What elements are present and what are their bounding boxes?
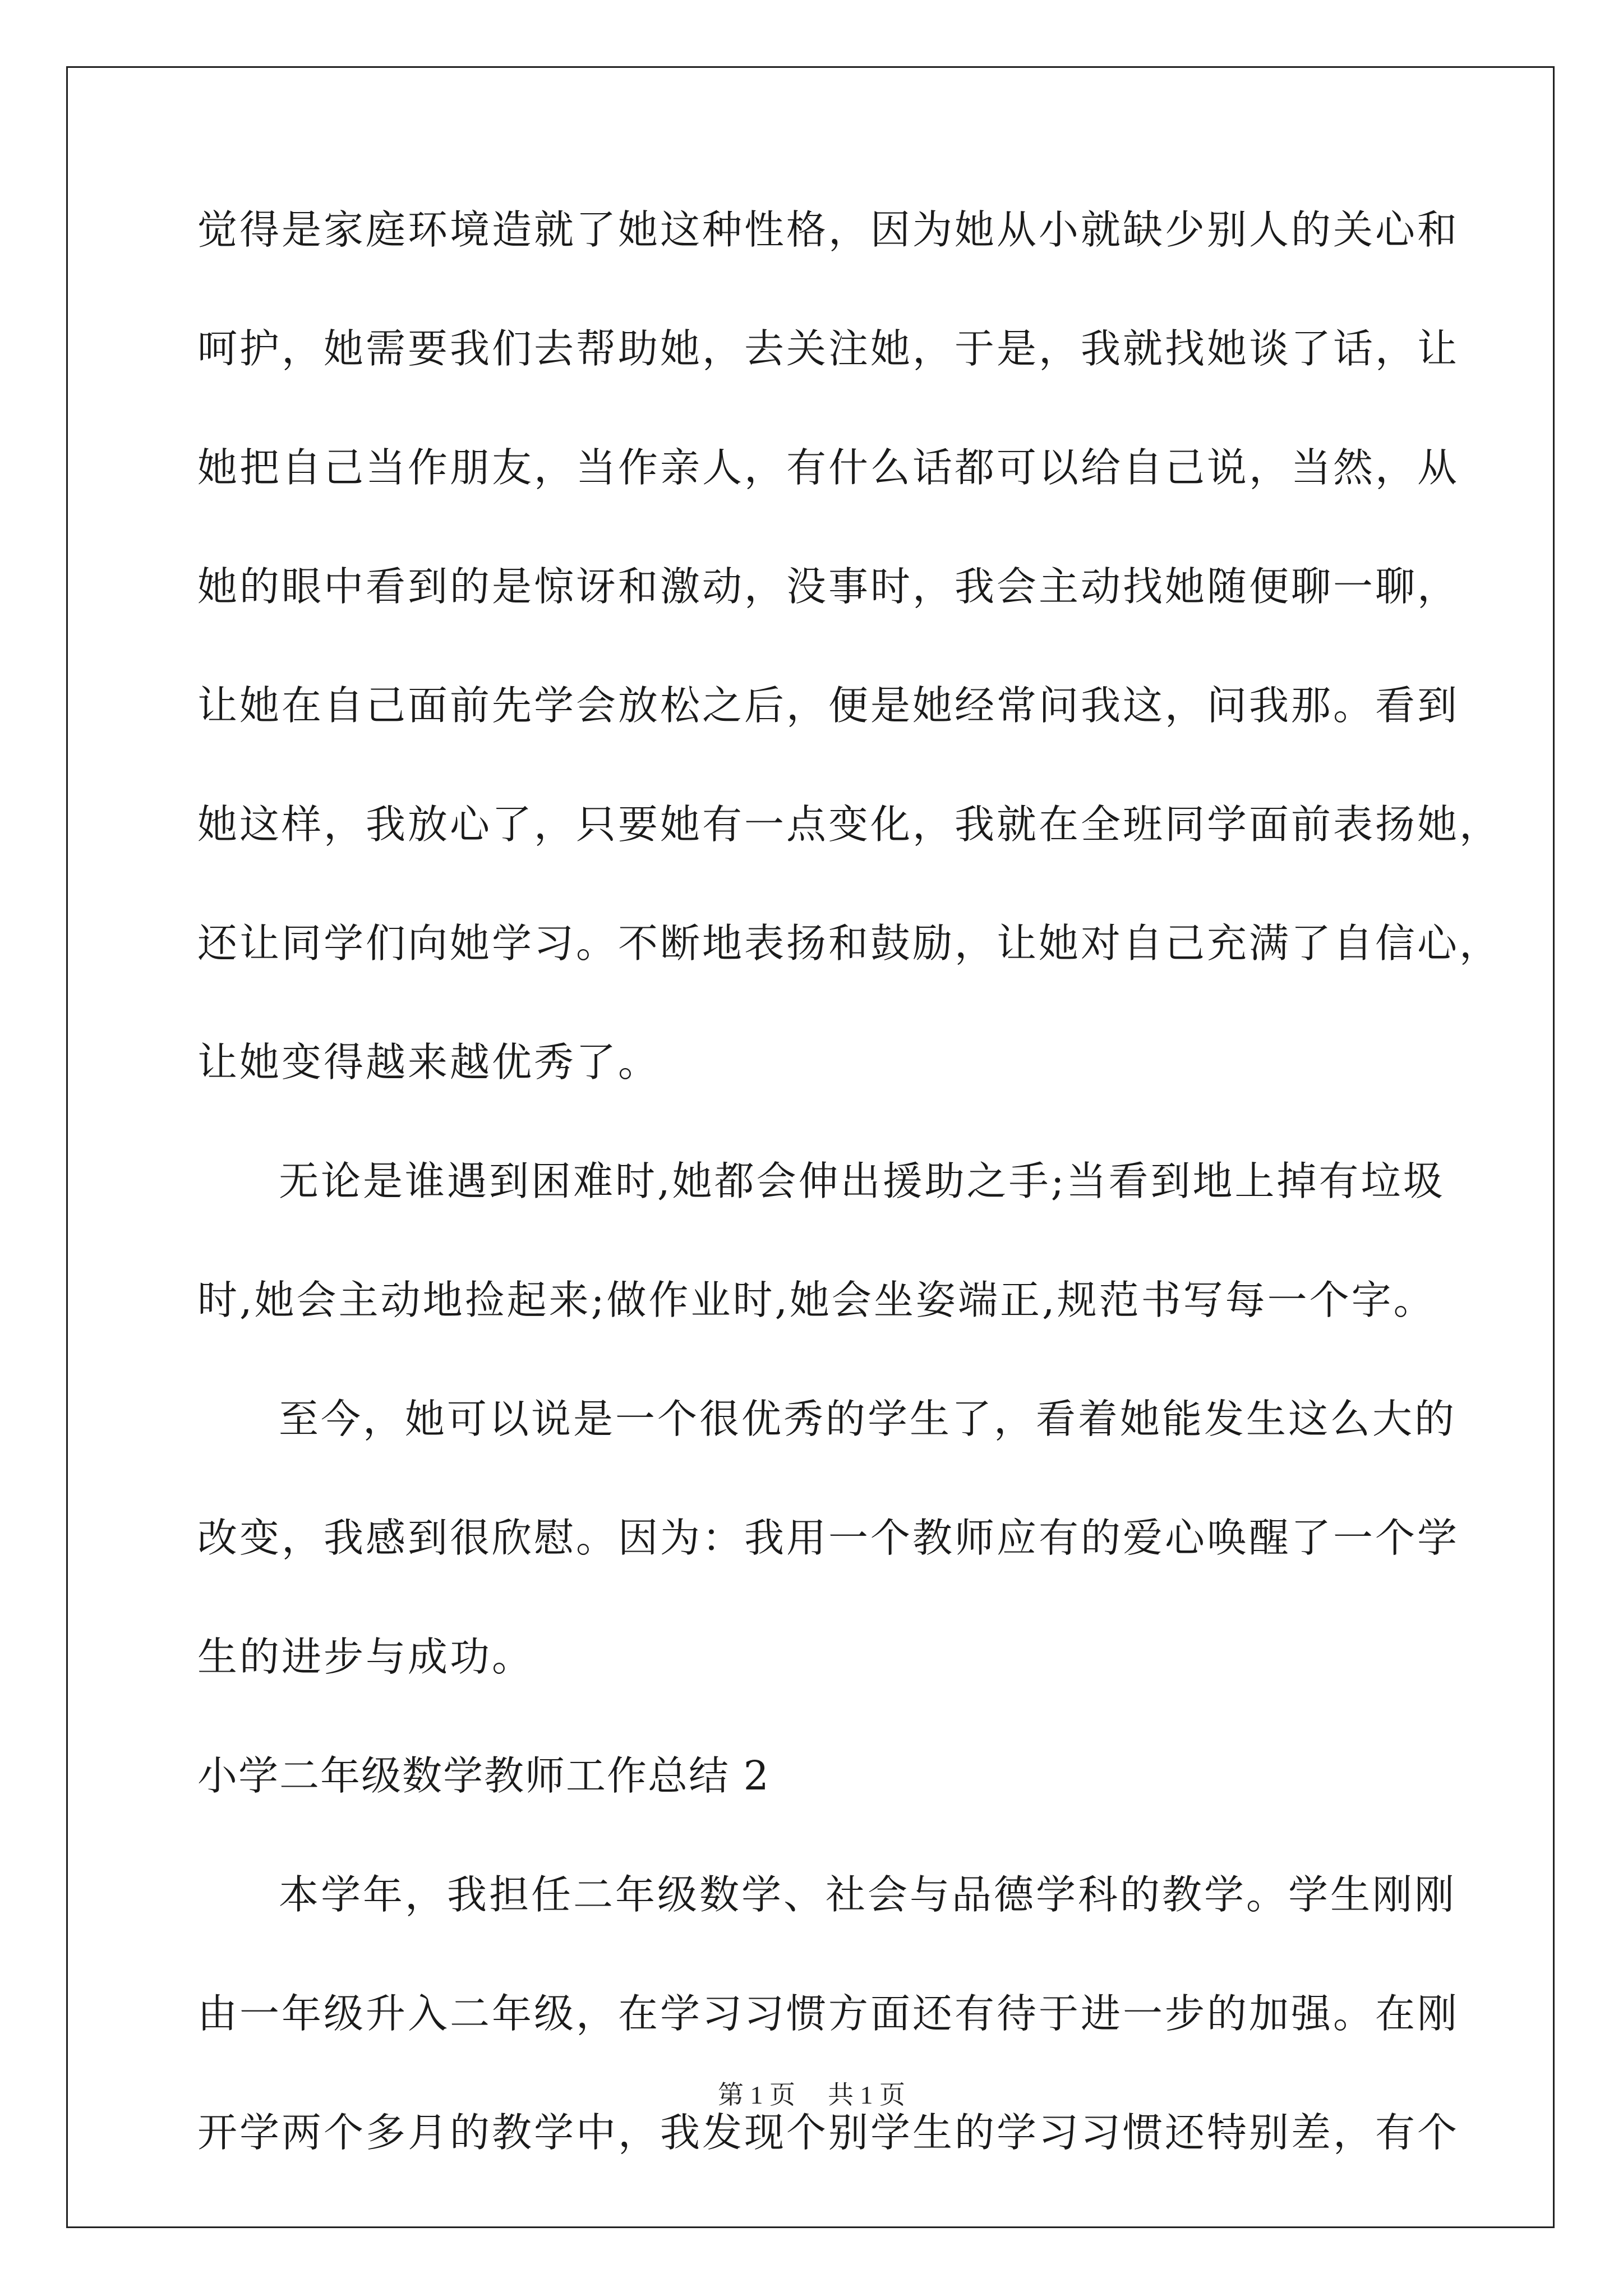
text-line: 时,她会主动地捡起来;做作业时,她会坐姿端正,规范书写每一个字。 [197, 1277, 1436, 1323]
page-footer [0, 2078, 1623, 2112]
paragraph-start-line: 本学年，我担任二年级数学、社会与品德学科的教学。学生刚刚 [279, 1871, 1457, 1918]
text-line: 改变，我感到很欣慰。因为：我用一个教师应有的爱心唤醒了一个学 [197, 1515, 1460, 1561]
paragraph-start-line: 无论是谁遇到困难时,她都会伸出援助之手;当看到地上掉有垃圾 [279, 1158, 1445, 1204]
text-line: 觉得是家庭环境造就了她这种性格，因为她从小就缺少别人的关心和 [197, 206, 1460, 253]
paragraph-start-line: 至今，她可以说是一个很优秀的学生了，看着她能发生这么大的 [279, 1396, 1457, 1442]
text-line: 她把自己当作朋友，当作亲人，有什么话都可以给自己说，当然，从 [197, 444, 1460, 491]
text-line: 让她变得越来越优秀了。 [197, 1039, 661, 1085]
text-line: 由一年级升入二年级，在学习习惯方面还有待于进一步的加强。在刚 [197, 1990, 1460, 2037]
page-number: 第 1 页 [718, 2081, 795, 2109]
text-line: 她的眼中看到的是惊讶和激动，没事时，我会主动找她随便聊一聊， [197, 563, 1460, 610]
text-line: 还让同学们向她学习。不断地表扬和鼓励，让她对自己充满了自信心， [197, 920, 1502, 967]
document-body [197, 194, 1502, 2215]
text-line: 让她在自己面前先学会放松之后，便是她经常问我这，问我那。看到 [197, 682, 1460, 729]
section-heading: 小学二年级数学教师工作总结 2 [197, 1752, 770, 1799]
text-line: 生的进步与成功。 [197, 1634, 534, 1680]
page-total: 共 1 页 [828, 2081, 905, 2109]
text-line: 开学两个多月的教学中，我发现个别学生的学习习惯还特别差，有个 [197, 2109, 1460, 2156]
text-line: 呵护，她需要我们去帮助她，去关注她，于是，我就找她谈了话，让 [197, 325, 1460, 372]
text-line: 她这样，我放心了，只要她有一点变化，我就在全班同学面前表扬她， [197, 801, 1502, 848]
